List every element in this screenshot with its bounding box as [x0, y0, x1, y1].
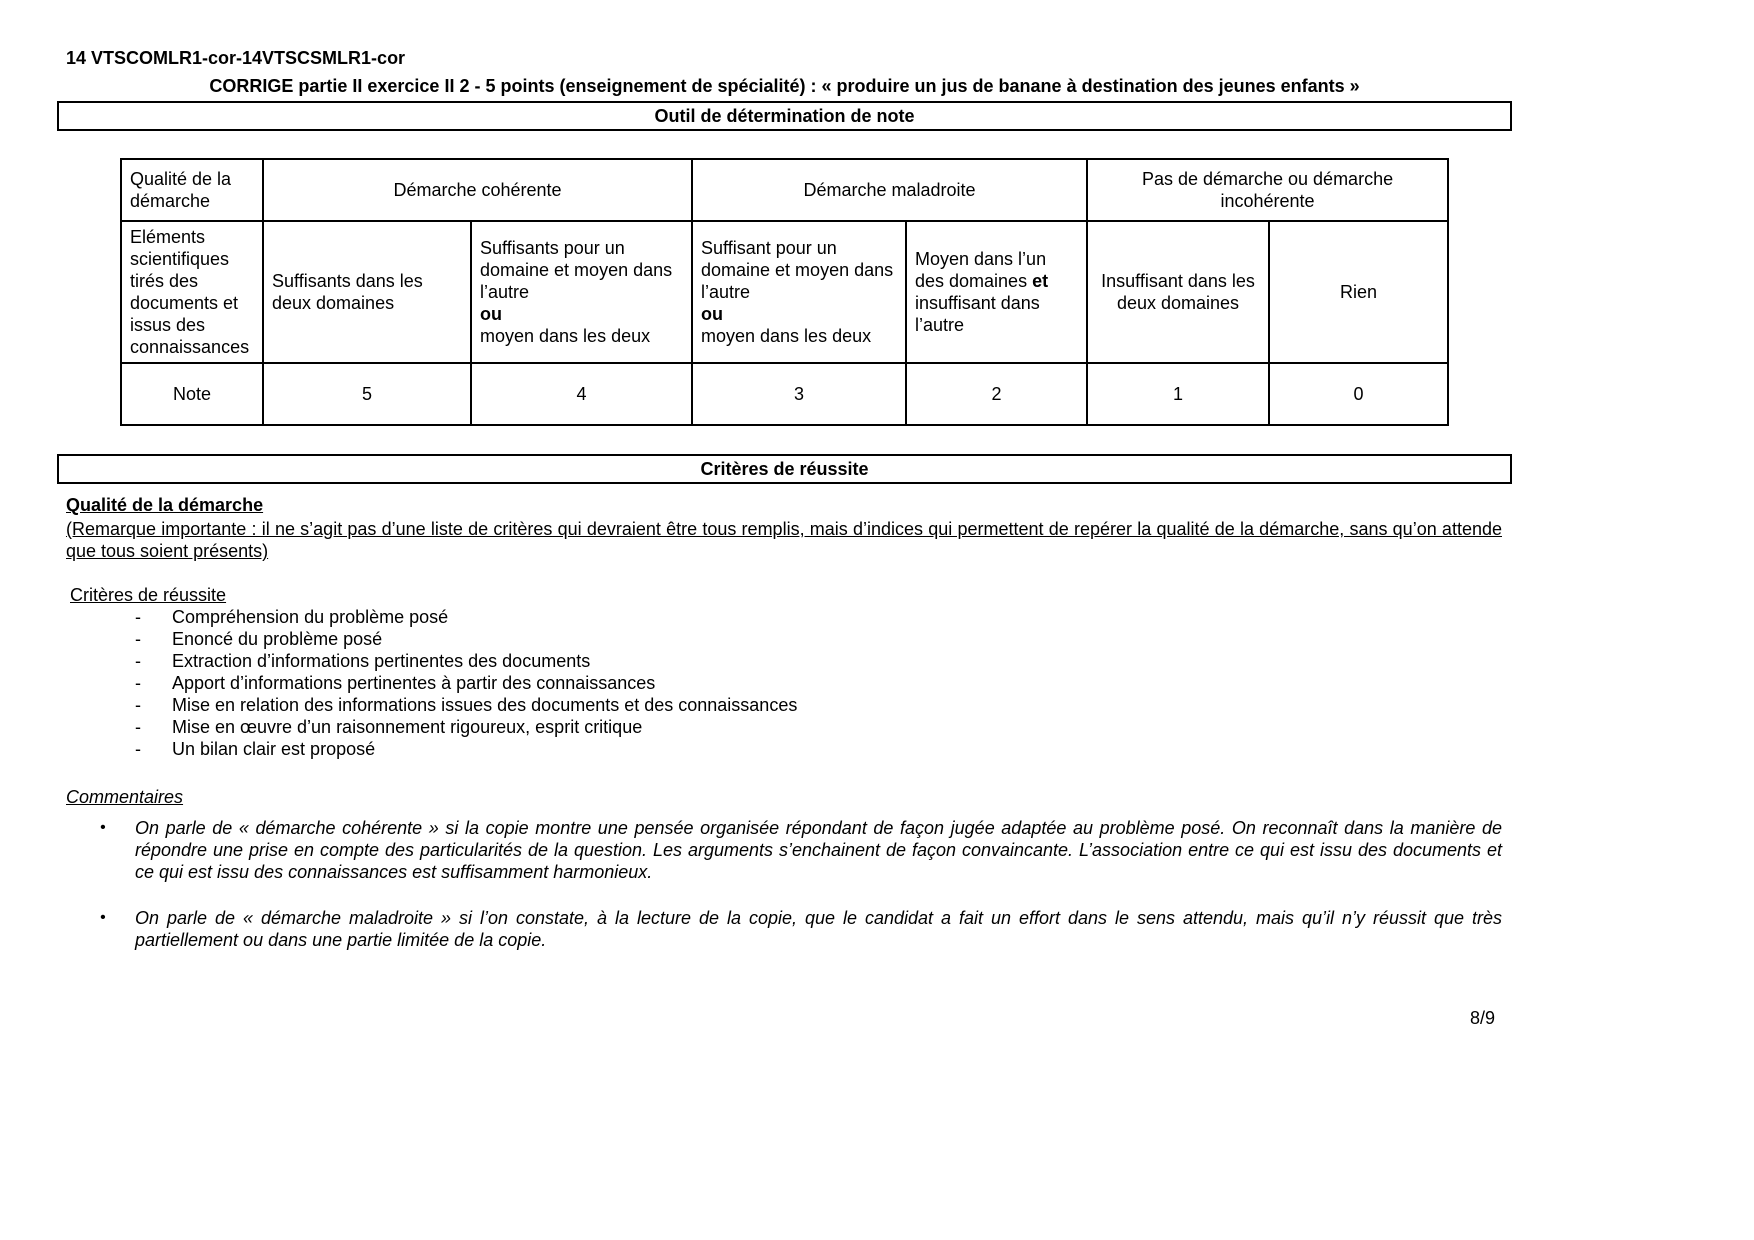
table-row-elements [121, 221, 1448, 363]
criteria-box-title: Critères de réussite [57, 454, 1512, 484]
list-item [135, 738, 1512, 760]
list-item [135, 628, 1512, 650]
comment-item [100, 907, 1512, 951]
score-cell: 2 [906, 363, 1087, 425]
document-content [57, 0, 1512, 951]
list-item-text: Compréhension du problème posé [172, 607, 449, 627]
list-item [135, 694, 1512, 716]
header-no-demarche-cell: Pas de démarche ou démarche incohérente [1087, 159, 1448, 221]
cell-text-part: insuffisant dans l’autre [915, 293, 1040, 335]
quality-heading: Qualité de la démarche [66, 495, 264, 515]
rien-cell: Rien [1269, 221, 1448, 363]
bullet-icon: • [100, 819, 106, 836]
moyen-et-insuffisant-cell [906, 221, 1087, 363]
list-item [135, 672, 1512, 694]
cell-ou-line: ou [480, 304, 502, 324]
comment-text: On parle de « démarche maladroite » si l’on constate, à la lecture de la copie, que le candidat a fait un effort dans le sens attendu, mais qu’il n’y réussit que très partiellement ou dans une partie limitée de la copie. [135, 908, 1502, 950]
list-item [135, 606, 1512, 628]
page-number: 8/9 [1470, 1008, 1496, 1028]
score-cell: 1 [1087, 363, 1269, 425]
suffisant-ou-moyen-cell [692, 221, 906, 363]
suffisants-ou-moyen-cell [471, 221, 692, 363]
criteria-list-heading: Critères de réussite [70, 585, 227, 605]
cell-text-line: Suffisants pour un domaine et moyen dans l’autre [480, 238, 673, 302]
list-item-text: Extraction d’informations pertinentes des documents [172, 651, 591, 671]
document-title: CORRIGE partie II exercice II 2 - 5 points (enseignement de spécialité) : « produire un jus de banane à destination des jeunes enfants » [209, 76, 1360, 96]
document-code: 14 VTSCOMLR1-cor-14VTSCSMLR1-cor [66, 48, 406, 68]
dash-icon: - [135, 739, 141, 759]
criteria-list [57, 606, 1512, 760]
cell-et-part: et [1032, 271, 1049, 291]
comment-item [100, 817, 1512, 883]
grading-table [120, 158, 1449, 426]
important-remark: (Remarque importante : il ne s’agit pas d’une liste de critères qui devraient être tous remplis, mais d’indices qui permettent de repérer la qualité de la démarche, sans qu’on attende que tous soient présents) [66, 519, 1502, 561]
list-item-text: Mise en relation des informations issues des documents et des connaissances [172, 695, 798, 715]
note-tool-box-title: Outil de détermination de note [57, 101, 1512, 131]
cell-text-part: Moyen dans l’un des domaines [915, 249, 1047, 291]
insuffisant-deux-cell: Insuffisant dans les deux domaines [1087, 221, 1269, 363]
table-row-note [121, 363, 1448, 425]
suffisants-deux-cell: Suffisants dans les deux domaines [263, 221, 471, 363]
cell-ou-line: ou [701, 304, 723, 324]
list-item-text: Enoncé du problème posé [172, 629, 383, 649]
score-cell: 4 [471, 363, 692, 425]
list-item [135, 716, 1512, 738]
list-item-text: Mise en œuvre d’un raisonnement rigoureux, esprit critique [172, 717, 643, 737]
cell-text-line: moyen dans les deux [480, 326, 651, 346]
note-label-cell: Note [121, 363, 263, 425]
list-item-text: Apport d’informations pertinentes à partir des connaissances [172, 673, 656, 693]
list-item-text: Un bilan clair est proposé [172, 739, 376, 759]
cell-text-line: moyen dans les deux [701, 326, 872, 346]
table-row-header [121, 159, 1448, 221]
dash-icon: - [135, 629, 141, 649]
dash-icon: - [135, 695, 141, 715]
header-coherent-cell: Démarche cohérente [263, 159, 692, 221]
dash-icon: - [135, 651, 141, 671]
dash-icon: - [135, 717, 141, 737]
bullet-icon: • [100, 909, 106, 926]
comment-text: On parle de « démarche cohérente » si la copie montre une pensée organisée répondant de façon jugée adaptée au problème posé. On reconnaît dans la manière de répondre une prise en compte des particularités de la question. Les arguments s’enchainent de façon convaincante. L’association entre ce qui est issu des documents et ce qui est issu des connaissances est suffisamment harmonieux. [135, 818, 1502, 882]
cell-text-line: Suffisant pour un domaine et moyen dans l’autre [701, 238, 894, 302]
comments-heading: Commentaires [66, 787, 184, 807]
header-maladroite-cell: Démarche maladroite [692, 159, 1087, 221]
dash-icon: - [135, 607, 141, 627]
score-cell: 0 [1269, 363, 1448, 425]
score-cell: 3 [692, 363, 906, 425]
elements-label-cell: Eléments scientifiques tirés des documents et issus des connaissances [121, 221, 263, 363]
list-item [135, 650, 1512, 672]
header-quality-cell: Qualité de la démarche [121, 159, 263, 221]
score-cell: 5 [263, 363, 471, 425]
dash-icon: - [135, 673, 141, 693]
